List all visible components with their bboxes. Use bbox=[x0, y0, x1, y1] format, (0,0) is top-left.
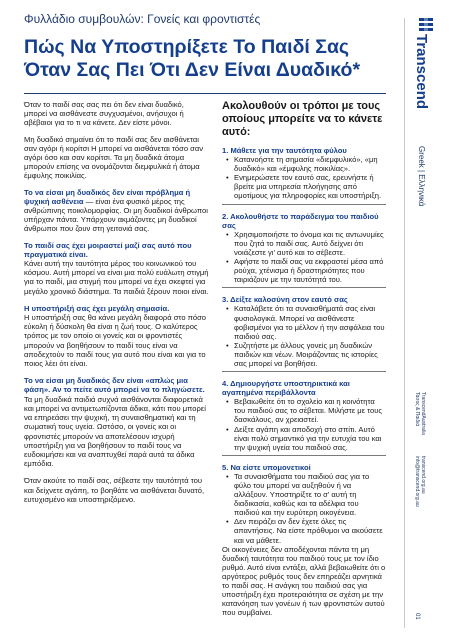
contact-line: transcend.org.au bbox=[420, 456, 426, 494]
section-divider bbox=[222, 371, 386, 372]
list-item: • Συζητήστε με άλλους γονείς μη δυαδικών παιδιών και νέων. Μοιράζοντας τις ιστορίες σας μπορεί να βοηθήσει. bbox=[234, 341, 386, 368]
list-item: • Καταλάβετε ότι τα συναισθήματά σας είναι φυσιολογικά. Μπορεί να αισθάνεστε φοβισμένοι για το μέλλον ή την ασφάλεια του παιδιού σας. bbox=[234, 304, 386, 340]
section-divider bbox=[222, 287, 386, 288]
section-title: 3. Δείξτε καλοσύνη στον εαυτό σας bbox=[222, 295, 348, 305]
list-item: • Ενημερώσετε τον εαυτό σας, ερευνήστε ή βρείτε μια υπηρεσία πλοήγησης από ομοτίμους για πληροφορίες και υποστήριξη. bbox=[234, 173, 386, 200]
section-title: 2. Ακολουθήστε το παράδειγμα του παιδιού σας bbox=[222, 211, 379, 230]
left-column bbox=[24, 100, 209, 511]
contact-line: info@transcend.org.au bbox=[414, 456, 420, 507]
page-number: 01 bbox=[414, 613, 420, 620]
definition-paragraph: Μη δυαδικό σημαίνει ότι το παιδί σας δεν αισθάνεται σαν αγόρι ή κορίτσι Η μπορεί να αισθάνεται τόσο σαν αγόρι όσο και σαν κορίτσι. Τα μη δυαδικά άτομα μπορούν επίσης να ονομάζονται διεμφυλικά ή άτομα έμφυλης ποικιλίας. bbox=[24, 134, 204, 181]
shared-body: Κάνει αυτή την ταυτότητα μέρος του κοινωνικού του κόσμου. Αυτή μπορεί να είναι μια πολύ ευάλωτη στιγμή για το παιδί, μια στιγμή που μπορεί να έχει σκεφτεί για μεγάλο χρονικό διάστημα. Τα παιδιά ξέρουν ποιοι είναι. bbox=[24, 259, 209, 296]
page-title: Πώς Να Υποστηρίξετε Το Παιδί Σας Όταν Σας Πει Ότι Δεν Είναι Δυαδικό* bbox=[24, 36, 361, 81]
list-item: • Τα συναισθήματα του παιδιού σας για το φύλο του μπορεί να αυξηθούν ή να αλλάξουν. Υποστηρίξτε το σ' αυτή τη διαδικασία, καθώς και τα αδέλφια του παιδιού και την ευρύτερη οικογένεια. bbox=[234, 472, 386, 517]
contact-info bbox=[414, 456, 426, 507]
org-line: Τάσος & Παιδιά bbox=[414, 392, 420, 427]
not-illness-body: — είναι ένα φυσικό μέρος της ανθρώπινης ποικιλομορφίας. Οι μη δυαδικοί άνθρωποι υπήρχαν πάντα. Υπάρχουν ακμάζοντες μη δυαδικοί άνθρωποι που ζουν στη γειτονιά σας. bbox=[24, 196, 208, 234]
section-3 bbox=[222, 295, 386, 372]
intro-paragraph: Όταν το παιδί σας σας πει ότι δεν είναι δυαδικό, μπορεί να αισθάνεστε συγχυσμένοι, ανήσυχοι ή αβέβαιοι για το τι να κάνετε. Δεν είστε μόνοι. bbox=[24, 100, 184, 128]
not-illness-paragraph bbox=[24, 188, 209, 234]
section-list bbox=[222, 397, 386, 452]
list-item: • Αφήστε το παιδί σας να εκφραστεί μέσα από ρούχα, χτένισμα ή δραστηριότητες που ταιριάζουν με την ταυτότητά του. bbox=[234, 257, 386, 284]
section-list bbox=[222, 230, 386, 285]
support-body: Η υποστήριξή σας θα κάνει μεγάλη διαφορά στο πόσο εύκολη ή δύσκολη θα είναι η ζωή τους. Ο καλύτερος τρόπος με τον οποίο οι γονείς και οι φροντιστές μπορούν να βοηθήσουν το παιδί τους είναι να αποδεχτούν το παιδί τους για αυτό που είναι και για το ποιος λέει ότι είναι. bbox=[24, 313, 207, 369]
section-divider bbox=[222, 455, 386, 456]
list-item: • Κατανοήστε τη σημασία «διεμφυλικό», «μη δυαδικό» και «έμφυλης ποικιλίας». bbox=[234, 155, 386, 173]
title-divider bbox=[24, 93, 386, 94]
section-list bbox=[222, 155, 386, 200]
section-5 bbox=[222, 463, 386, 545]
phase-heading: Το να είσαι μη δυαδικός δεν είναι «απλώς μια φάση». Αν το πείτε αυτό μπορεί να το πληγώσετε. bbox=[24, 376, 205, 395]
right-column bbox=[222, 96, 386, 617]
list-item: • Δείξτε αγάπη και αποδοχή στο σπίτι. Αυτό είναι πολύ σημαντικό για την ευτυχία του και την ψυχική υγεία του παιδιού σας. bbox=[234, 425, 386, 452]
transcend-logo-icon bbox=[419, 18, 433, 32]
section-2 bbox=[222, 212, 386, 289]
section-1 bbox=[222, 146, 386, 205]
support-heading: Η υποστήριξή σας έχει μεγάλη σημασία. bbox=[24, 303, 170, 313]
brand-name: Transcend bbox=[413, 34, 430, 110]
not-illness-heading: Το να είσαι μη δυαδικός δεν είναι πρόβλημα ή ψυχική ασθένεια bbox=[24, 187, 191, 206]
section-list bbox=[222, 304, 386, 368]
list-item: • Βεβαιωθείτε ότι το σχολείο και η κοινότητα του παιδιού σας το σέβεται. Μιλήστε με τους δασκάλους, αν χρειαστεί. bbox=[234, 397, 386, 424]
section-list bbox=[222, 472, 386, 545]
list-item: • Χρησιμοποιήστε το όνομα και τις αντωνυμίες που ζητά το παιδί σας. Αυτό δείχνει ότι νοιάζεστε γι' αυτό και το σέβεστε. bbox=[234, 230, 386, 257]
language-label: Greek | Ελληνικά bbox=[417, 146, 426, 207]
org-info bbox=[414, 392, 426, 435]
org-line: TranscendAustralia bbox=[420, 392, 426, 435]
shared-heading: Το παιδί σας έχει μοιραστεί μαζί σας αυτό που πραγματικά είναι. bbox=[24, 240, 192, 259]
phase-body: Τα μη δυαδικά παιδιά συχνά αισθάνονται διαφορετικά και μπορεί να αντιμετωπίζονται άδικα, κάτι που μπορεί να επηρεάσει την ψυχική, τη συναισθηματική και τη σωματική τους υγεία. Ωστόσο, οι γονείς και οι φροντιστές μπορούν να αποτελέσουν ισχυρή υποστήριξη για να βοηθήσουν το παιδί τους να ευδοκιμήσει και να αναπτυχθεί παρά αυτά τα άδικα εμπόδια. bbox=[24, 394, 206, 469]
closing-note: Οι οικογένειες δεν αποδέχονται πάντα τη μη δυαδική ταυτότητα του παιδιού τους με τον ίδιο ρυθμό. Αυτό είναι εντάξει, αλλά βεβαιωθείτε ότι ο αργότερος ρυθμός τους δεν επηρεάζει αρνητικά το παιδί σας. Η ανάγκη του παιδιού σας για υποστήριξη έχει προτεραιότητα σε σχέση με την κατανόηση των γονέων ή των φροντιστών αυτού που συμβαίνει. bbox=[222, 544, 386, 618]
top-label: Φυλλάδιο συμβουλών: Γονείς και φροντιστές bbox=[24, 12, 261, 26]
section-divider bbox=[222, 204, 386, 205]
section-title: 5. Να είστε υπομονετικοί bbox=[222, 462, 311, 472]
section-title: 4. Δημιουργήστε υποστηρικτικά και αγαπημένα περιβάλλοντα bbox=[222, 379, 350, 398]
ways-heading: Ακολουθούν οι τρόποι με τους οποίους μπορείτε να το κάνετε αυτό: bbox=[222, 100, 383, 138]
list-item: • Δεν πειράζει αν δεν έχετε όλες τις απαντήσεις. Να είστε πρόθυμοι να ακούσετε και να μάθετε. bbox=[234, 517, 386, 544]
closing-paragraph: Όταν ακούτε το παιδί σας, σέβεστε την ταυτότητά του και δείχνετε αγάπη, το βοηθάτε να αισθάνεται δυνατό, ευτυχισμένο και υποστηριζόμενο. bbox=[24, 476, 205, 504]
section-title: 1. Μάθετε για την ταυτότητα φύλου bbox=[222, 146, 347, 155]
section-4 bbox=[222, 379, 386, 456]
